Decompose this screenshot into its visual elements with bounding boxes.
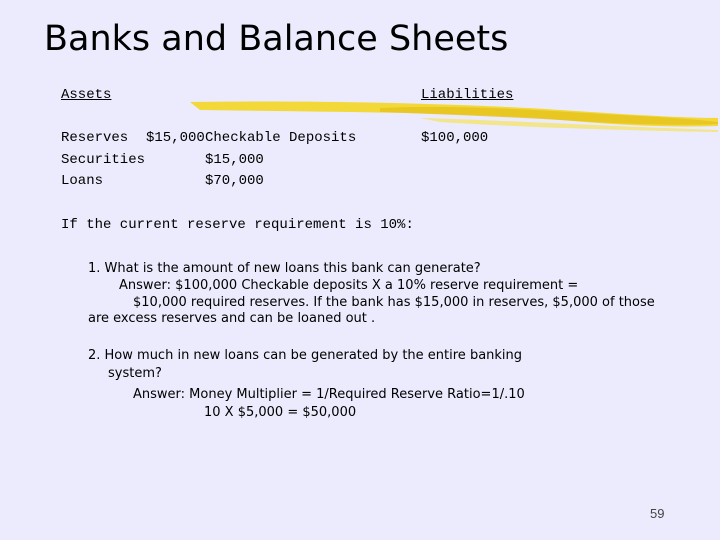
question-1-answer-line-2: $10,000 required reserves. If the bank has $15,000 in reserves, $5,000 of those [133,295,655,310]
reserve-requirement-prompt: If the current reserve requirement is 10%: [61,217,414,233]
question-1-answer-line-3: are excess reserves and can be loaned out . [88,311,376,326]
asset-value-securities: $15,000 [205,152,264,168]
page-number: 59 [650,506,665,521]
question-1-answer-line-1: Answer: $100,000 Checkable deposits X a 10% reserve requirement = [119,278,579,293]
slide-title: Banks and Balance Sheets [44,19,509,59]
question-2-answer-line-2: 10 X $5,000 = $50,000 [204,405,357,420]
asset-value-loans: $70,000 [205,173,264,189]
assets-header: Assets [61,87,112,103]
question-2-answer-line-1: Answer: Money Multiplier = 1/Required Reserve Ratio=1/.10 [133,387,525,402]
question-1-text: 1. What is the amount of new loans this bank can generate? [88,261,481,276]
asset-label-reserves: Reserves [61,130,129,146]
question-2-text-cont: system? [108,366,162,381]
liabilities-header: Liabilities [421,87,514,103]
question-2-text: 2. How much in new loans can be generated by the entire banking [88,348,523,363]
liability-label-deposits: Checkable Deposits [205,130,357,146]
asset-value-reserves: $15,000 [146,130,205,146]
asset-label-securities: Securities [61,152,146,168]
asset-label-loans: Loans [61,173,104,189]
liability-value-deposits: $100,000 [421,130,489,146]
